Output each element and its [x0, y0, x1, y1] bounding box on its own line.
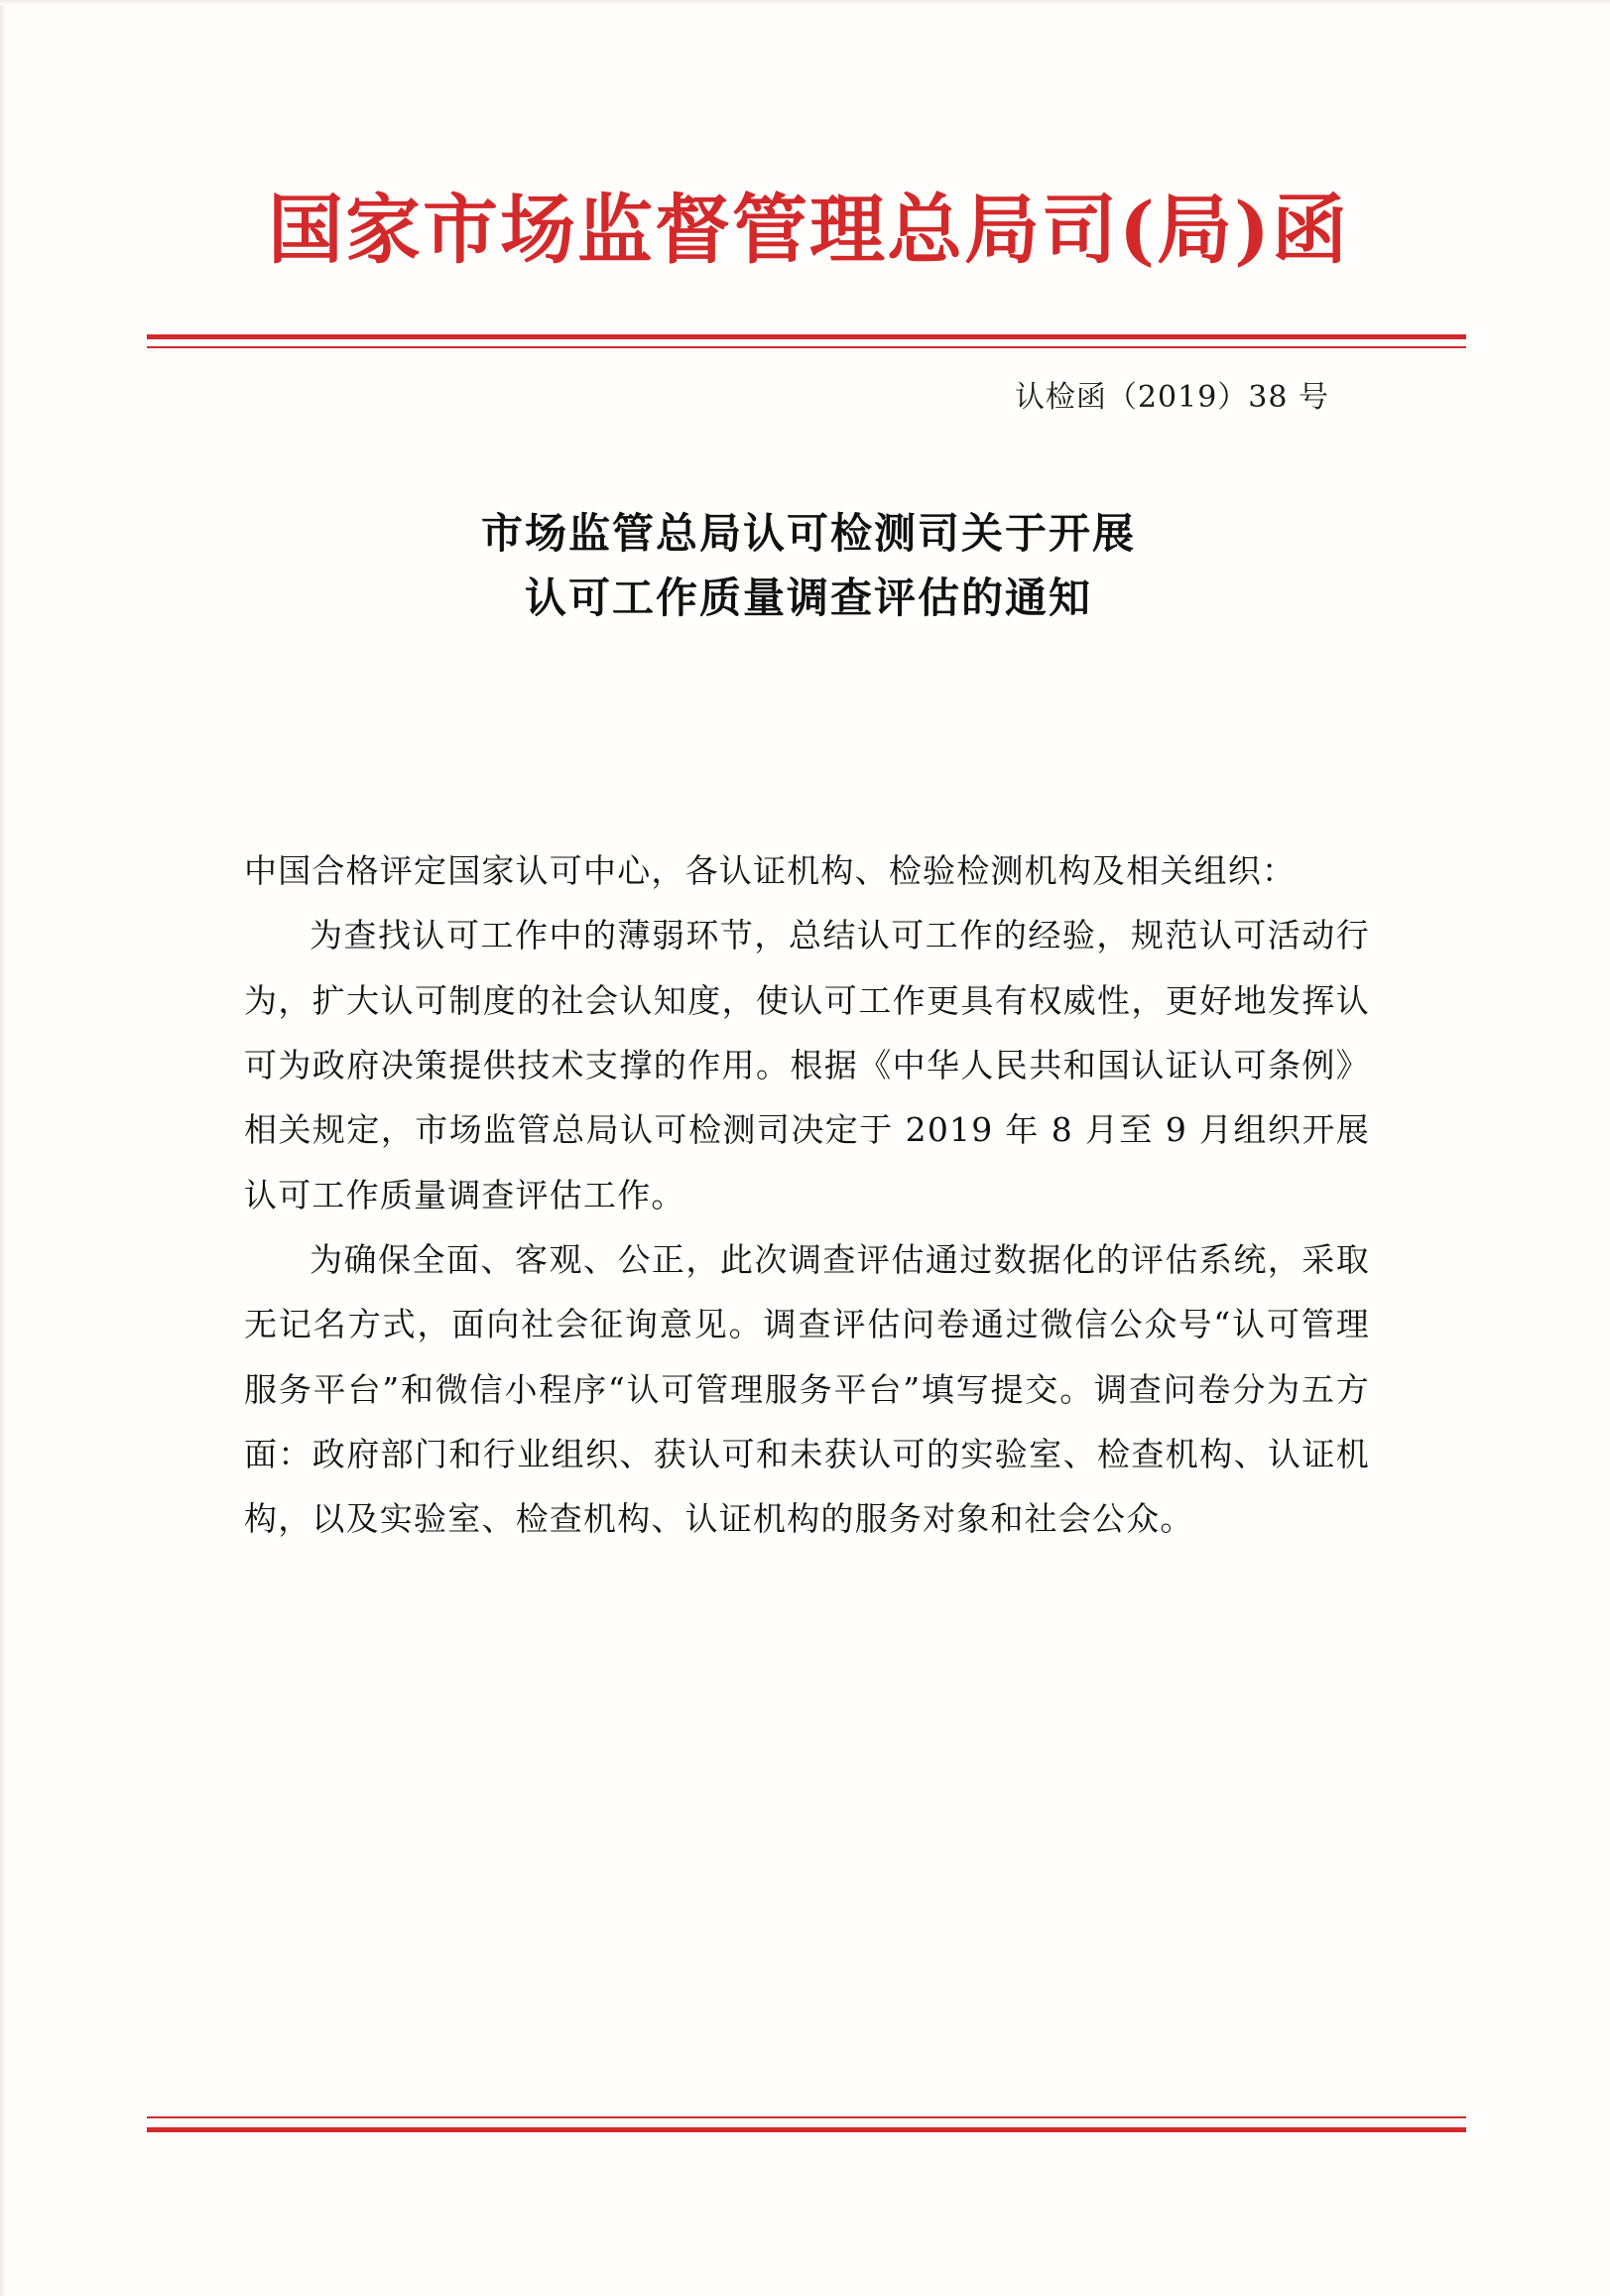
- document-number: 认检函（2019）38 号: [1014, 380, 1329, 415]
- salutation: 中国合格评定国家认可中心，各认证机构、检验检测机构及相关组织：: [244, 851, 1297, 890]
- title-line-2: 认可工作质量调查评估的通知: [524, 574, 1092, 623]
- document-title: [198, 501, 1419, 630]
- masthead-rule-thin: [147, 346, 1466, 348]
- footer-rule-thick: [147, 2127, 1466, 2132]
- masthead: [149, 186, 1468, 274]
- masthead-rule-thick: [147, 334, 1466, 339]
- paper-edge-top: [0, 0, 1610, 5]
- body-paragraph-2: 为确保全面、客观、公正，此次调查评估通过数据化的评估系统，采取无记名方式，面向社会征询意见。调查评估问卷通过微信公众号“认可管理服务平台”和微信小程序“认可管理服务平台”填写提交。调查问卷分为五方面：政府部门和行业组织、获认可和未获认可的实验室、检查机构、认证机构，以及实验室、检查机构、认证机构的服务对象和社会公众。: [244, 1239, 1370, 1539]
- title-line-1: 市场监管总局认可检测司关于开展: [480, 509, 1136, 558]
- masthead-title: 国家市场监督管理总局司(局)函: [268, 186, 1349, 274]
- paper-edge-left: [0, 0, 6, 2296]
- body-paragraph-1: 为查找认可工作中的薄弱环节，总结认可工作的经验，规范认可活动行为，扩大认可制度的社会认知度，使认可工作更具有权威性，更好地发挥认可为政府决策提供技术支撑的作用。根据《中华人民共和国认证认可条例》相关规定，市场监管总局认可检测司决定于 2019 年 8 月至 9 月组织开展认可工作质量调查评估工作。: [244, 916, 1370, 1214]
- footer-rule-thin: [147, 2116, 1466, 2118]
- document-body: [244, 838, 1370, 1552]
